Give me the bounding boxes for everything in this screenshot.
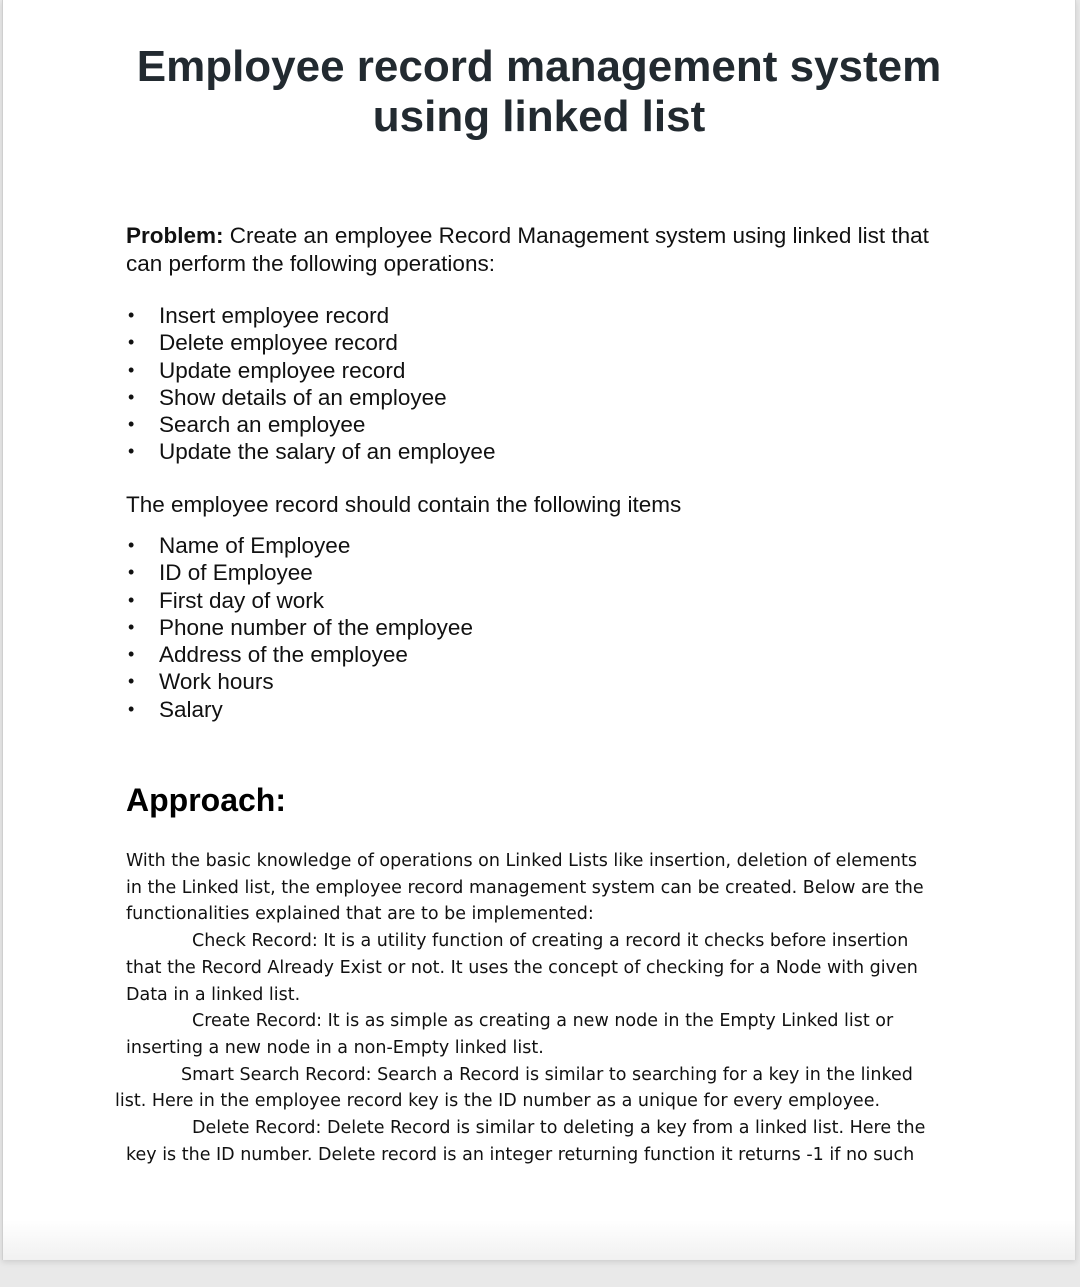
approach-intro: With the basic knowledge of operations on Linked Lists like insertion, deletion of elements in the Linked list, the employee record management system can be created. Below are the functionalities explained that are to be implemented: — [126, 851, 924, 925]
bullet-icon: • — [128, 332, 135, 353]
operation-label: Show details of an employee — [159, 384, 447, 410]
operation-label: Search an employee — [159, 412, 366, 438]
bullet-icon: • — [128, 535, 135, 555]
delete-record-paragraph: Delete Record: Delete Record is similar to deleting a key from a linked list. Here the key is the ID number. Delete record is an integer returning function it returns -1 if no such — [126, 1118, 926, 1165]
list-item — [126, 587, 473, 614]
bullet-icon: • — [128, 698, 135, 719]
bullet-icon: • — [128, 441, 135, 462]
operation-label: Delete employee record — [159, 330, 398, 356]
problem-label: Problem: — [126, 223, 224, 248]
list-item — [126, 438, 495, 465]
approach-heading: Approach: — [126, 782, 286, 818]
bullet-icon: • — [128, 616, 135, 637]
document-title — [3, 42, 1075, 142]
list-item — [126, 641, 473, 668]
problem-text: Create an employee Record Management system using linked list that can perform the following operations: — [126, 223, 929, 276]
bullet-icon: • — [128, 671, 135, 692]
bullet-icon: • — [128, 305, 135, 325]
record-item-label: ID of Employee — [159, 560, 313, 586]
bullet-icon: • — [128, 562, 135, 583]
operations-list — [126, 302, 495, 466]
list-item — [126, 411, 495, 438]
bullet-icon: • — [128, 644, 135, 665]
record-item-label: Salary — [159, 696, 223, 722]
document-page — [2, 0, 1076, 1260]
bullet-icon: • — [128, 359, 135, 380]
title-line-2: using linked list — [372, 92, 706, 141]
list-item — [126, 532, 473, 559]
operation-label: Insert employee record — [159, 303, 390, 328]
record-item-label: Work hours — [159, 669, 274, 695]
list-item — [126, 302, 495, 329]
page-bottom-edge — [3, 1220, 1075, 1260]
record-item-label: First day of work — [159, 587, 325, 613]
create-record-paragraph: Create Record: It is as simple as creating a new node in the Empty Linked list or inserting a new node in a non-Empty linked list. — [126, 1011, 894, 1058]
approach-body — [115, 848, 938, 1168]
list-item — [126, 357, 495, 384]
record-item-label: Address of the employee — [159, 642, 408, 668]
record-item-label: Name of Employee — [159, 533, 351, 558]
list-item — [126, 384, 495, 411]
list-item — [126, 668, 473, 695]
check-record-paragraph: Check Record: It is a utility function of creating a record it checks before insertion that the Record Already Exist or not. It uses the concept of checking for a Node with given Data in a linked list. — [126, 931, 918, 1005]
problem-statement — [126, 222, 956, 278]
title-line-1: Employee record management system — [136, 42, 942, 91]
operation-label: Update the salary of an employee — [159, 439, 496, 465]
record-items-intro: The employee record should contain the following items — [126, 492, 682, 517]
record-items-list — [126, 532, 473, 723]
search-record-paragraph: Smart Search Record: Search a Record is similar to searching for a key in the linked list. Here in the employee record key is the ID number as a unique for every employee. — [115, 1064, 913, 1112]
list-item — [126, 559, 473, 586]
operation-label: Update employee record — [159, 357, 406, 383]
record-item-label: Phone number of the employee — [159, 614, 473, 640]
list-item — [126, 696, 473, 723]
list-item — [126, 329, 495, 356]
list-item — [126, 614, 473, 641]
bullet-icon: • — [128, 414, 135, 435]
bullet-icon: • — [128, 589, 135, 610]
bullet-icon: • — [128, 386, 135, 407]
